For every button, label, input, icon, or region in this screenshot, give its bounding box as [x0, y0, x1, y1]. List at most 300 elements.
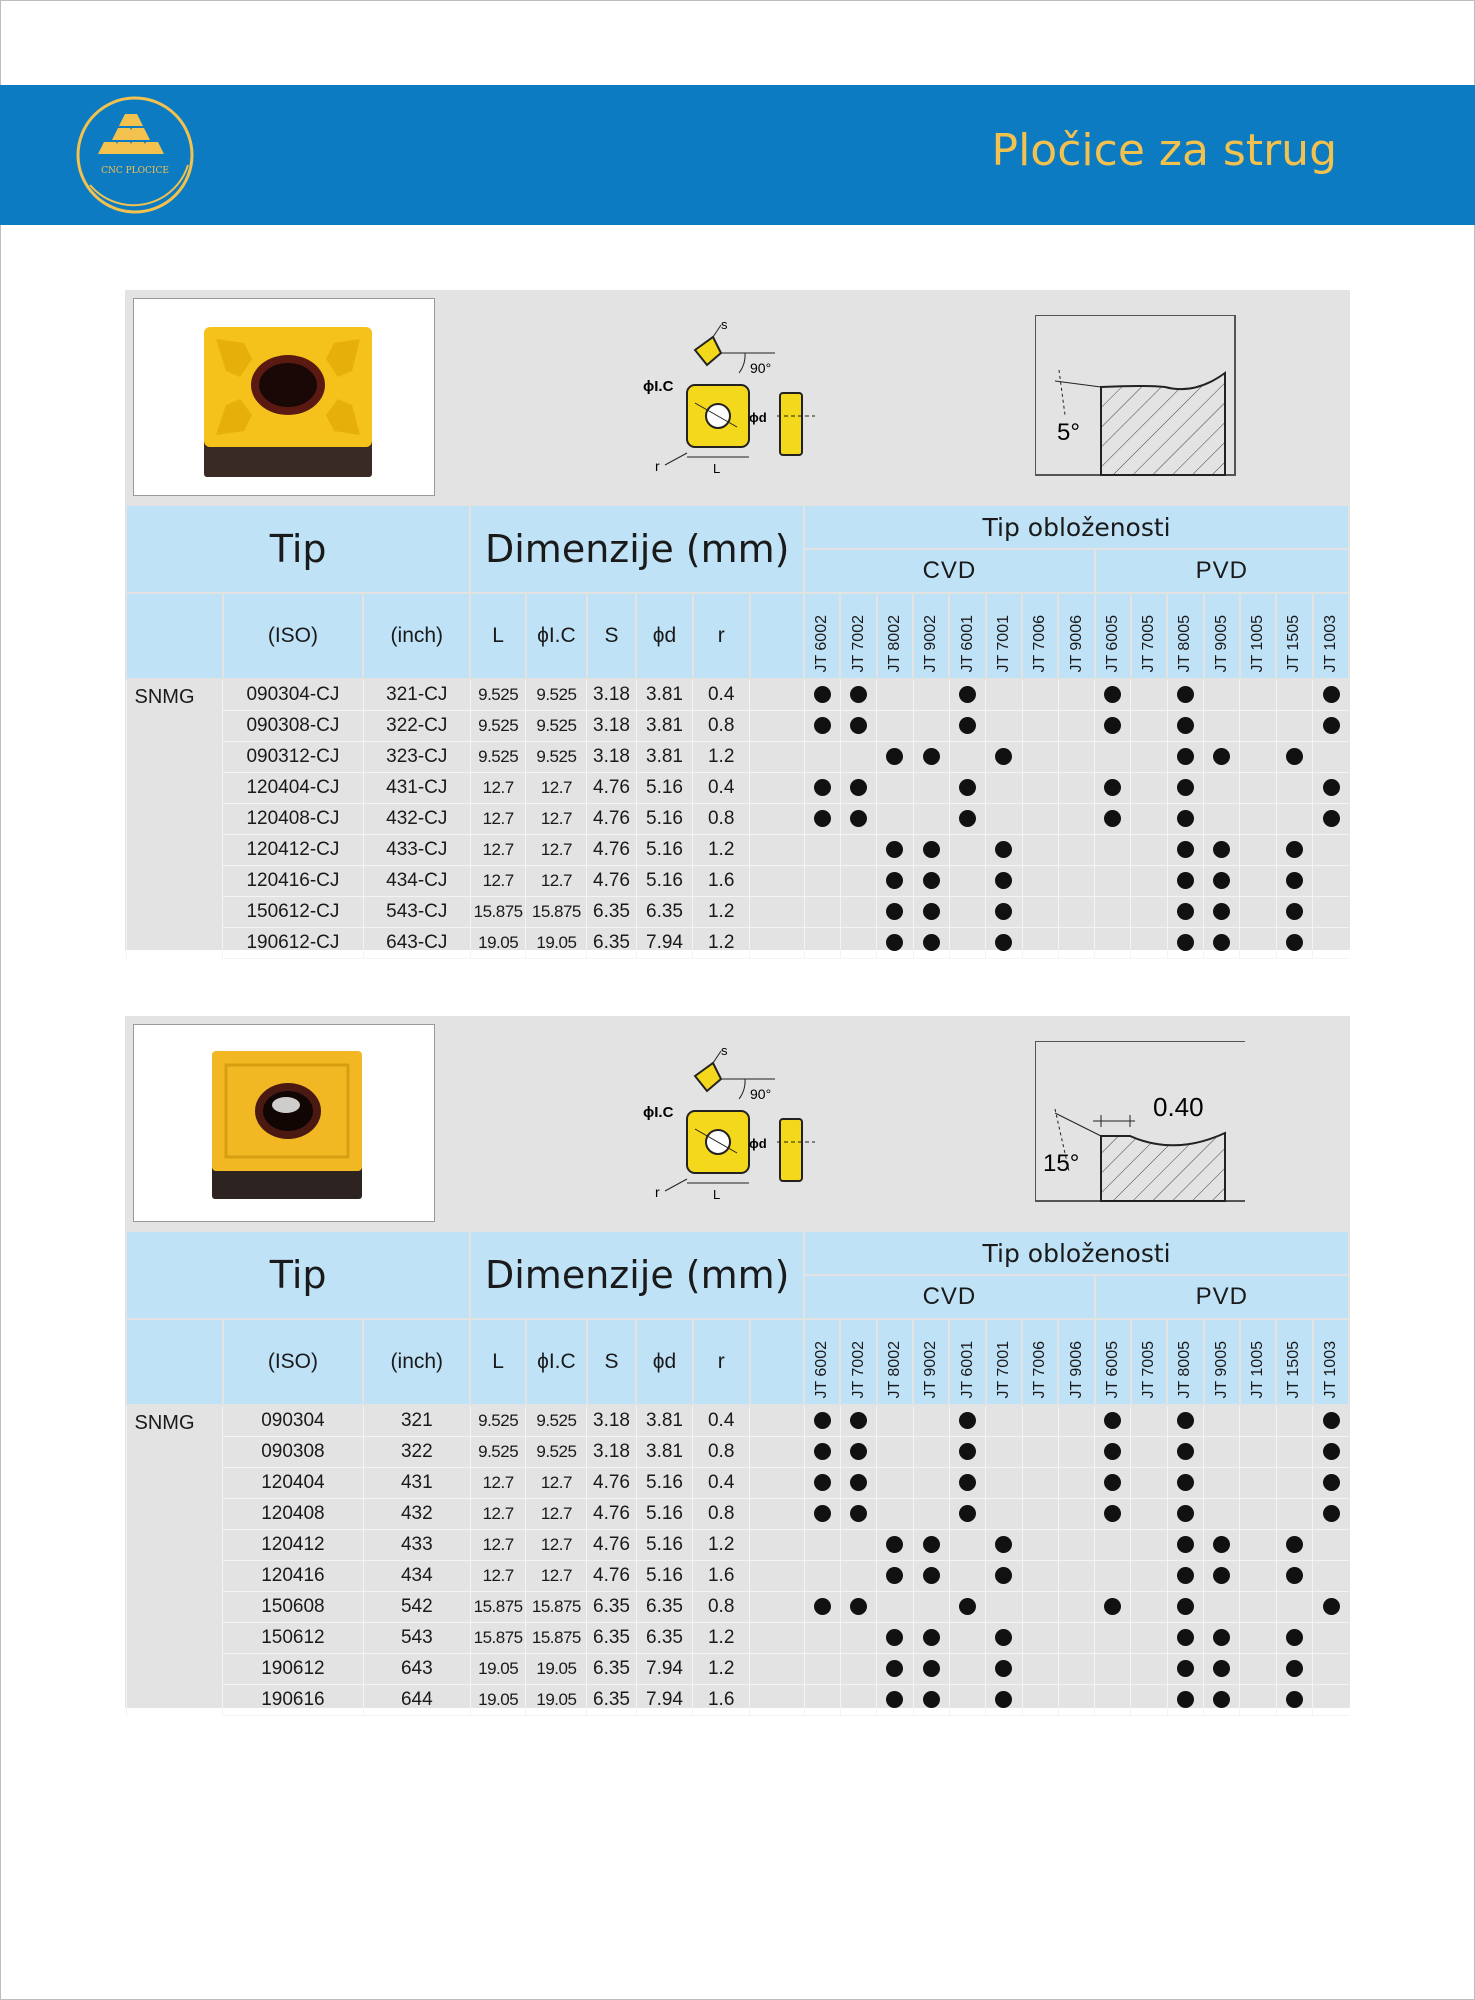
blank-cell — [750, 1530, 805, 1561]
available-dot — [1177, 1536, 1194, 1553]
available-dot — [995, 1660, 1012, 1677]
d-value: 6.35 — [636, 897, 693, 928]
grade-cell — [1313, 1530, 1349, 1561]
cvd-header: CVD — [804, 549, 1095, 593]
available-dot — [923, 841, 940, 858]
grade-cell — [1058, 1405, 1094, 1437]
l-value: 12.7 — [470, 835, 526, 866]
available-dot — [850, 779, 867, 796]
available-dot — [1213, 1691, 1230, 1708]
available-dot — [850, 1474, 867, 1491]
grade-cell — [1276, 1468, 1312, 1499]
grade-cell — [1204, 1405, 1240, 1437]
grade-cell — [1313, 1405, 1349, 1437]
blank-cell — [750, 897, 805, 928]
grade-cell — [1022, 1592, 1058, 1623]
grade-cell — [1131, 773, 1167, 804]
table-row — [126, 1405, 1349, 1437]
grade-header: JT 9002 — [913, 1319, 949, 1405]
s-header: S — [587, 593, 636, 679]
grade-cell — [1095, 773, 1131, 804]
available-dot — [1104, 1598, 1121, 1615]
grade-cell — [1204, 1685, 1240, 1716]
available-dot — [850, 1412, 867, 1429]
grade-cell — [1058, 1654, 1094, 1685]
inch-code: 432-CJ — [363, 804, 470, 835]
grade-cell — [913, 1685, 949, 1716]
available-dot — [814, 717, 831, 734]
d-value: 5.16 — [636, 773, 693, 804]
grade-cell — [1131, 1561, 1167, 1592]
grade-cell — [840, 1685, 876, 1716]
grade-header: JT 7006 — [1022, 593, 1058, 679]
grade-cell — [840, 1437, 876, 1468]
grade-cell — [986, 1592, 1022, 1623]
available-dot — [923, 1660, 940, 1677]
insert-block-1 — [125, 290, 1350, 953]
grade-cell — [1095, 711, 1131, 742]
table-row — [126, 1561, 1349, 1592]
grade-cell — [1095, 1685, 1131, 1716]
grade-cell — [1022, 1654, 1058, 1685]
grade-cell — [1204, 835, 1240, 866]
grade-cell — [913, 1654, 949, 1685]
grade-cell — [1131, 1468, 1167, 1499]
grade-cell — [1058, 1623, 1094, 1654]
iso-code: 190616 — [223, 1685, 364, 1716]
grade-header: JT 6005 — [1095, 593, 1131, 679]
available-dot — [995, 934, 1012, 951]
grade-cell — [1276, 742, 1312, 773]
available-dot — [1213, 841, 1230, 858]
available-dot — [923, 872, 940, 889]
iso-code: 090308 — [223, 1437, 364, 1468]
inch-code: 321-CJ — [363, 679, 470, 711]
grade-cell — [1022, 1499, 1058, 1530]
grade-cell — [1276, 928, 1312, 959]
ic-value: 9.525 — [526, 711, 587, 742]
grade-cell — [840, 1592, 876, 1623]
l-value: 19.05 — [470, 928, 526, 959]
ic-value: 12.7 — [526, 1561, 587, 1592]
grade-cell — [1131, 711, 1167, 742]
available-dot — [1286, 1629, 1303, 1646]
grade-cell — [1095, 1654, 1131, 1685]
r-header: r — [693, 593, 750, 679]
grade-cell — [804, 1654, 840, 1685]
grade-cell — [1204, 1623, 1240, 1654]
available-dot — [959, 1443, 976, 1460]
available-dot — [814, 1474, 831, 1491]
s-value: 6.35 — [587, 1654, 636, 1685]
grade-cell — [1022, 1405, 1058, 1437]
iso-code: 190612 — [223, 1654, 364, 1685]
grade-cell — [913, 1592, 949, 1623]
grade-cell — [1167, 1561, 1203, 1592]
available-dot — [1323, 686, 1340, 703]
ic-value: 15.875 — [526, 897, 587, 928]
available-dot — [959, 779, 976, 796]
grade-header: JT 8002 — [877, 1319, 913, 1405]
blank-cell — [750, 773, 805, 804]
r-value: 0.8 — [693, 1592, 750, 1623]
grade-cell — [1313, 1561, 1349, 1592]
available-dot — [995, 1691, 1012, 1708]
grade-header: JT 9002 — [913, 593, 949, 679]
available-dot — [995, 841, 1012, 858]
grade-cell — [949, 1499, 985, 1530]
grade-cell — [986, 711, 1022, 742]
grade-header: JT 8005 — [1167, 593, 1203, 679]
grade-cell — [1276, 835, 1312, 866]
available-dot — [1286, 903, 1303, 920]
available-dot — [1286, 934, 1303, 951]
grade-cell — [1131, 1623, 1167, 1654]
ic-value: 9.525 — [526, 1437, 587, 1468]
grade-cell — [1313, 773, 1349, 804]
grade-cell — [1058, 742, 1094, 773]
grade-cell — [1095, 1499, 1131, 1530]
grade-cell — [1131, 897, 1167, 928]
iso-code: 120404 — [223, 1468, 364, 1499]
grade-cell — [1022, 711, 1058, 742]
grade-cell — [840, 928, 876, 959]
l-value: 12.7 — [470, 804, 526, 835]
grade-cell — [1204, 1654, 1240, 1685]
grade-cell — [1167, 1499, 1203, 1530]
grade-cell — [877, 928, 913, 959]
available-dot — [1286, 841, 1303, 858]
table-row — [126, 1654, 1349, 1685]
grade-cell — [804, 1592, 840, 1623]
grade-cell — [913, 897, 949, 928]
available-dot — [1177, 1598, 1194, 1615]
grade-header: JT 8005 — [1167, 1319, 1203, 1405]
grade-cell — [986, 897, 1022, 928]
grade-cell — [1313, 897, 1349, 928]
ic-value: 19.05 — [526, 928, 587, 959]
grade-cell — [1131, 742, 1167, 773]
page-title: Pločice za strug — [991, 125, 1337, 176]
grade-cell — [913, 1437, 949, 1468]
s-value: 3.18 — [587, 742, 636, 773]
blank-cell — [750, 1468, 805, 1499]
ic-value: 12.7 — [526, 1499, 587, 1530]
grade-cell — [1313, 711, 1349, 742]
s-value: 4.76 — [587, 866, 636, 897]
grade-cell — [1022, 1468, 1058, 1499]
grade-cell — [1095, 804, 1131, 835]
grade-cell — [1167, 1592, 1203, 1623]
grade-cell — [1058, 804, 1094, 835]
series-label: SNMG — [126, 679, 223, 959]
available-dot — [1177, 1660, 1194, 1677]
grade-cell — [1095, 835, 1131, 866]
grade-header: JT 9005 — [1204, 593, 1240, 679]
table-row — [126, 742, 1349, 773]
grade-cell — [877, 1530, 913, 1561]
available-dot — [1286, 748, 1303, 765]
grade-cell — [1095, 897, 1131, 928]
table-row — [126, 1623, 1349, 1654]
inch-code: 433-CJ — [363, 835, 470, 866]
grade-cell — [949, 897, 985, 928]
grade-cell — [1095, 1437, 1131, 1468]
grade-cell — [1276, 711, 1312, 742]
series-header-blank — [126, 1319, 223, 1405]
grade-cell — [1204, 742, 1240, 773]
l-value: 19.05 — [470, 1654, 526, 1685]
grade-cell — [1058, 1592, 1094, 1623]
grade-header: JT 7002 — [840, 1319, 876, 1405]
available-dot — [1323, 1474, 1340, 1491]
grade-cell — [804, 835, 840, 866]
grade-cell — [1204, 1592, 1240, 1623]
grade-cell — [986, 1405, 1022, 1437]
blank-cell — [750, 1499, 805, 1530]
grade-cell — [1095, 1468, 1131, 1499]
grade-cell — [1095, 866, 1131, 897]
l-value: 15.875 — [470, 1592, 526, 1623]
grade-cell — [913, 1468, 949, 1499]
grade-cell — [1022, 773, 1058, 804]
iso-code: 120408-CJ — [223, 804, 364, 835]
iso-header: (ISO) — [223, 1319, 364, 1405]
grade-cell — [949, 1437, 985, 1468]
grade-cell — [1240, 1654, 1276, 1685]
grade-cell — [949, 1685, 985, 1716]
r-header: r — [693, 1319, 750, 1405]
r-value: 1.2 — [693, 1654, 750, 1685]
ic-value: 19.05 — [526, 1654, 587, 1685]
table-row — [126, 804, 1349, 835]
grade-cell — [949, 1468, 985, 1499]
grade-cell — [1095, 1561, 1131, 1592]
r-value: 1.2 — [693, 928, 750, 959]
grade-cell — [1022, 679, 1058, 711]
grade-cell — [1095, 1623, 1131, 1654]
grade-cell — [1058, 711, 1094, 742]
grade-cell — [986, 1685, 1022, 1716]
grade-cell — [1131, 1654, 1167, 1685]
grade-cell — [804, 1437, 840, 1468]
svg-text:ϕd: ϕd — [749, 1136, 767, 1151]
grade-cell — [986, 1623, 1022, 1654]
iso-code: 120412 — [223, 1530, 364, 1561]
available-dot — [886, 841, 903, 858]
insert-geometry-drawing — [625, 315, 885, 490]
grade-cell — [1131, 835, 1167, 866]
grade-cell — [1131, 1685, 1167, 1716]
d-value: 3.81 — [636, 742, 693, 773]
d-header: ϕd — [636, 593, 693, 679]
table-row — [126, 897, 1349, 928]
grade-cell — [1240, 804, 1276, 835]
insert-photo — [133, 298, 435, 496]
table-row — [126, 1499, 1349, 1530]
grade-cell — [949, 928, 985, 959]
available-dot — [923, 1536, 940, 1553]
grade-header: JT 6002 — [804, 1319, 840, 1405]
grade-cell — [1022, 1437, 1058, 1468]
available-dot — [1177, 841, 1194, 858]
s-value: 3.18 — [587, 711, 636, 742]
grade-cell — [949, 711, 985, 742]
grade-cell — [1313, 1592, 1349, 1623]
grade-header: JT 7001 — [986, 593, 1022, 679]
cutting-edge-drawing — [1035, 315, 1245, 480]
grade-cell — [1204, 897, 1240, 928]
grade-cell — [840, 1468, 876, 1499]
available-dot — [886, 1567, 903, 1584]
grade-cell — [877, 742, 913, 773]
s-value: 4.76 — [587, 1530, 636, 1561]
inch-code: 323-CJ — [363, 742, 470, 773]
available-dot — [886, 1629, 903, 1646]
inch-code: 643-CJ — [363, 928, 470, 959]
available-dot — [1177, 686, 1194, 703]
s-value: 4.76 — [587, 1468, 636, 1499]
s-value: 4.76 — [587, 835, 636, 866]
ic-value: 9.525 — [526, 1405, 587, 1437]
s-value: 4.76 — [587, 1499, 636, 1530]
r-value: 1.2 — [693, 897, 750, 928]
grade-header: JT 6005 — [1095, 1319, 1131, 1405]
dimensions-header: Dimenzije (mm) — [470, 1231, 804, 1319]
available-dot — [1323, 1598, 1340, 1615]
grade-cell — [1276, 773, 1312, 804]
grade-cell — [1058, 866, 1094, 897]
svg-text:5°: 5° — [1057, 419, 1080, 446]
s-value: 6.35 — [587, 897, 636, 928]
available-dot — [995, 1567, 1012, 1584]
available-dot — [886, 934, 903, 951]
available-dot — [959, 1505, 976, 1522]
grade-cell — [913, 711, 949, 742]
grade-cell — [1276, 1437, 1312, 1468]
available-dot — [1177, 934, 1194, 951]
svg-text:15°: 15° — [1043, 1150, 1080, 1177]
available-dot — [850, 810, 867, 827]
grade-cell — [840, 835, 876, 866]
grade-cell — [1240, 1530, 1276, 1561]
insert-photo — [133, 1024, 435, 1222]
grade-cell — [1058, 1437, 1094, 1468]
grade-cell — [1276, 897, 1312, 928]
grade-cell — [949, 835, 985, 866]
grade-cell — [1240, 866, 1276, 897]
grade-cell — [1240, 1561, 1276, 1592]
grade-header: JT 1505 — [1276, 1319, 1312, 1405]
grade-cell — [1313, 1468, 1349, 1499]
l-value: 19.05 — [470, 1685, 526, 1716]
available-dot — [1286, 1691, 1303, 1708]
available-dot — [1177, 779, 1194, 796]
series-header-blank — [126, 593, 223, 679]
d-value: 3.81 — [636, 711, 693, 742]
table-row — [126, 773, 1349, 804]
grade-cell — [1204, 773, 1240, 804]
grade-cell — [840, 1530, 876, 1561]
grade-cell — [1204, 1561, 1240, 1592]
table-row — [126, 1530, 1349, 1561]
d-value: 6.35 — [636, 1623, 693, 1654]
available-dot — [1104, 1412, 1121, 1429]
svg-text:ϕI.C: ϕI.C — [643, 378, 674, 395]
svg-text:90°: 90° — [750, 1086, 772, 1102]
available-dot — [959, 810, 976, 827]
blank-cell — [750, 1592, 805, 1623]
blank-cell — [750, 866, 805, 897]
d-value: 6.35 — [636, 1592, 693, 1623]
blank-cell — [750, 1437, 805, 1468]
ic-value: 19.05 — [526, 1685, 587, 1716]
grade-cell — [1167, 1685, 1203, 1716]
available-dot — [850, 1443, 867, 1460]
blank-cell — [750, 711, 805, 742]
inch-code: 644 — [363, 1685, 470, 1716]
d-value: 5.16 — [636, 1530, 693, 1561]
grade-cell — [1022, 897, 1058, 928]
grade-cell — [1058, 1685, 1094, 1716]
inch-code: 322-CJ — [363, 711, 470, 742]
ic-value: 12.7 — [526, 866, 587, 897]
tip-header: Tip — [126, 505, 470, 593]
grade-header: JT 6001 — [949, 593, 985, 679]
grade-cell — [1131, 804, 1167, 835]
available-dot — [995, 748, 1012, 765]
iso-code: 090304-CJ — [223, 679, 364, 711]
iso-code: 090312-CJ — [223, 742, 364, 773]
available-dot — [923, 903, 940, 920]
grade-cell — [1276, 679, 1312, 711]
available-dot — [1213, 1660, 1230, 1677]
grade-cell — [986, 1561, 1022, 1592]
grade-cell — [1022, 1685, 1058, 1716]
available-dot — [1177, 1474, 1194, 1491]
inch-code: 432 — [363, 1499, 470, 1530]
tip-header: Tip — [126, 1231, 470, 1319]
iso-code: 150608 — [223, 1592, 364, 1623]
grade-cell — [1131, 1437, 1167, 1468]
available-dot — [1286, 1567, 1303, 1584]
grade-cell — [949, 742, 985, 773]
available-dot — [850, 1505, 867, 1522]
d-value: 5.16 — [636, 1499, 693, 1530]
available-dot — [1177, 903, 1194, 920]
available-dot — [1177, 748, 1194, 765]
grade-cell — [1167, 835, 1203, 866]
s-value: 6.35 — [587, 1623, 636, 1654]
svg-text:r: r — [655, 458, 660, 474]
available-dot — [886, 903, 903, 920]
grade-cell — [1240, 1405, 1276, 1437]
l-value: 12.7 — [470, 1468, 526, 1499]
table-row — [126, 1592, 1349, 1623]
svg-text:CNC PLOCICE: CNC PLOCICE — [101, 166, 169, 176]
available-dot — [1177, 872, 1194, 889]
grade-cell — [1204, 1499, 1240, 1530]
l-value: 15.875 — [470, 897, 526, 928]
blank-cell — [750, 1623, 805, 1654]
blank-cell — [750, 742, 805, 773]
grade-cell — [1131, 679, 1167, 711]
grade-cell — [804, 773, 840, 804]
coating-type-header: Tip obloženosti — [804, 505, 1349, 549]
ic-value: 9.525 — [526, 742, 587, 773]
grade-cell — [1204, 1437, 1240, 1468]
available-dot — [923, 1691, 940, 1708]
